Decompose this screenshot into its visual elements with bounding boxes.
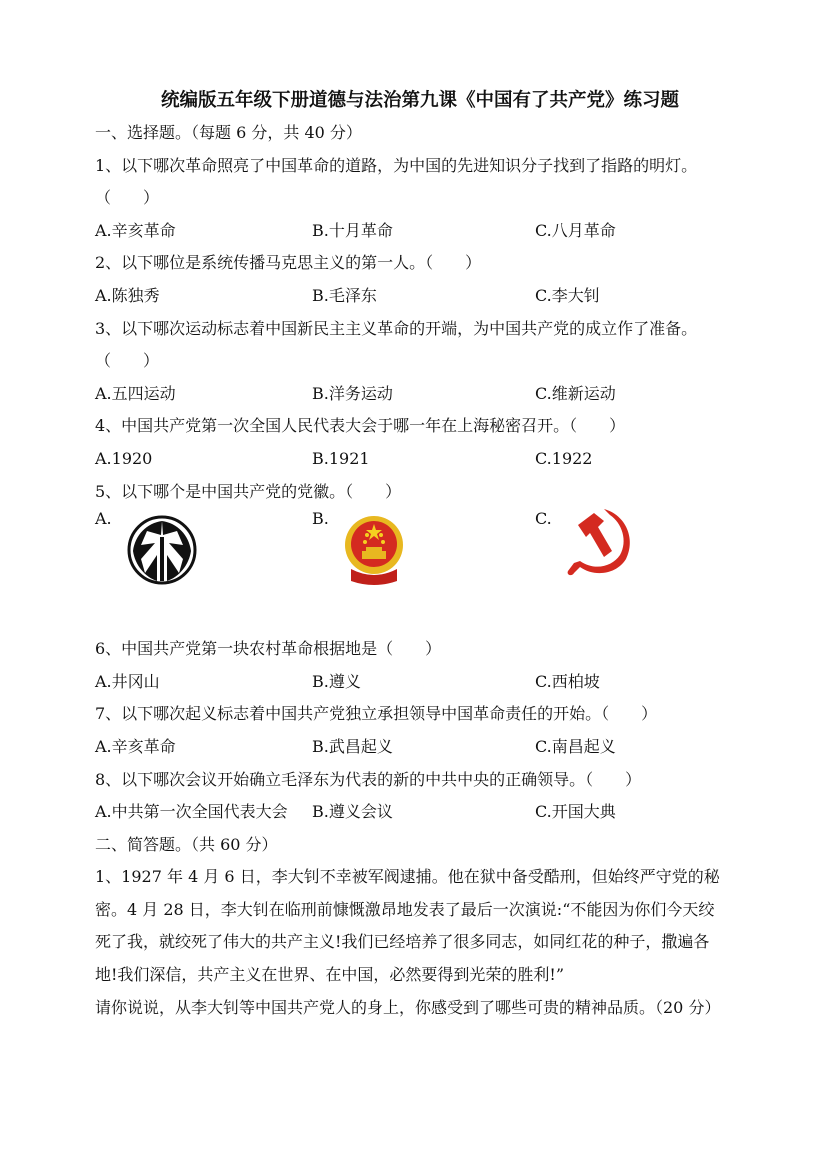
option-a: A.井冈山 (95, 671, 160, 691)
option-b: B.十月革命 (312, 220, 393, 240)
option-a: A.中共第一次全国代表大会 (95, 802, 288, 822)
paragraph-line: 密。4 月 28 日，李大钊在临刑前慷慨激昂地发表了最后一次演说:“不能因为你们今天绞 (95, 899, 715, 919)
option-a: A.辛亥革命 (95, 220, 176, 240)
option-c: C.南昌起义 (535, 736, 616, 756)
hammer-and-sickle-emblem-image (564, 505, 639, 580)
option-b (312, 503, 535, 586)
paragraph-line: 死了我，就绞死了伟大的共产主义!我们已经培养了很多同志，如同红花的种子，撒遍各 (95, 932, 710, 952)
option-a: A.五四运动 (95, 383, 176, 403)
option-a: A.1920 (95, 448, 153, 468)
option-a: A.陈独秀 (95, 285, 160, 305)
worksheet (95, 84, 745, 1024)
option-b: B.遵义会议 (312, 802, 393, 822)
option-c: C.维新运动 (535, 383, 616, 403)
option-b: B.洋务运动 (312, 383, 393, 403)
option-b: B.武昌起义 (312, 736, 393, 756)
option-label: B. (312, 509, 329, 529)
national-emblem-image (343, 511, 405, 586)
option-b: B.遵义 (312, 671, 361, 691)
section-heading: 一、选择题。（每题 6 分，共 40 分） (95, 123, 362, 142)
option-c (535, 503, 639, 580)
question-stem: 6、中国共产党第一块农村革命根据地是（ ） (95, 639, 442, 659)
option-label: C. (535, 509, 552, 529)
question-stem: 2、以下哪位是系统传播马克思主义的第一人。（ ） (95, 253, 482, 273)
peking-university-logo-image (127, 515, 197, 585)
option-label: A. (95, 509, 112, 529)
image-options-row (95, 503, 745, 633)
section-heading: 二、简答题。（共 60 分） (95, 834, 278, 854)
question-stem: 3、以下哪次运动标志着中国新民主主义革命的开端，为中国共产党的成立作了准备。 (95, 318, 698, 338)
options-row (95, 666, 745, 699)
question-stem: 1、以下哪次革命照亮了中国革命的道路，为中国的先进知识分子找到了指路的明灯。 (95, 155, 698, 175)
option-c: C.1922 (535, 448, 593, 468)
question-stem: 8、以下哪次会议开始确立毛泽东为代表的新的中共中央的正确领导。（ ） (95, 769, 642, 789)
option-b: B.毛泽东 (312, 285, 377, 305)
options-row (95, 796, 745, 829)
question-prompt: 请你说说，从李大钊等中国共产党人的身上，你感受到了哪些可贵的精神品质。（20 分） (95, 997, 721, 1017)
paragraph-line: 地!我们深信，共产主义在世界、在中国，必然要得到光荣的胜利!” (95, 965, 565, 985)
options-row (95, 443, 745, 476)
answer-blank: （ ） (95, 188, 160, 208)
question-stem: 7、以下哪次起义标志着中国共产党独立承担领导中国革命责任的开始。（ ） (95, 704, 658, 724)
options-row (95, 378, 745, 411)
question-stem: 4、中国共产党第一次全国人民代表大会于哪一年在上海秘密召开。（ ） (95, 416, 626, 436)
option-c: C.八月革命 (535, 220, 616, 240)
option-b: B.1921 (312, 448, 370, 468)
page-title: 统编版五年级下册道德与法治第九课《中国有了共产党》练习题 (160, 90, 679, 111)
option-c: C.开国大典 (535, 802, 616, 822)
question-stem: 5、以下哪个是中国共产党的党徽。（ ） (95, 481, 402, 501)
answer-blank: （ ） (95, 351, 160, 371)
option-a (95, 503, 312, 585)
option-a: A.辛亥革命 (95, 736, 176, 756)
option-c: C.李大钊 (535, 285, 600, 305)
options-row (95, 731, 745, 764)
options-row (95, 280, 745, 313)
options-row (95, 215, 745, 248)
option-c: C.西柏坡 (535, 671, 600, 691)
paragraph-line: 1、1927 年 4 月 6 日，李大钊不幸被军阀逮捕。他在狱中备受酷刑，但始终严守党的秘 (95, 867, 720, 887)
